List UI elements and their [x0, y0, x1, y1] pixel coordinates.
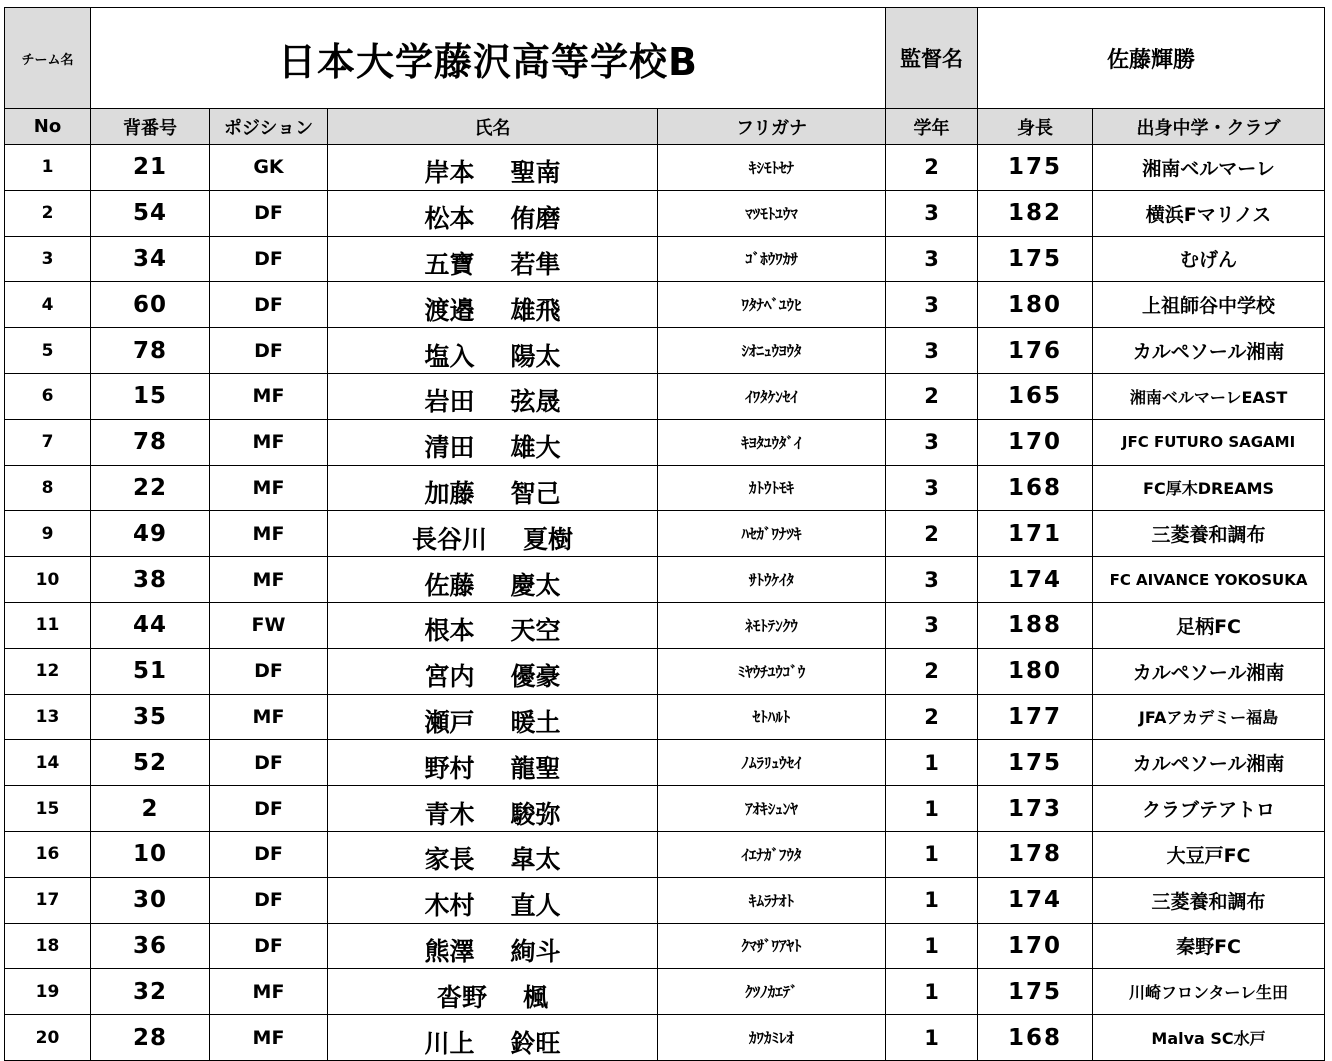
team-name: 日本大学藤沢高等学校B — [91, 8, 886, 109]
player-height: 174 — [978, 557, 1093, 603]
column-header-number: 背番号 — [91, 109, 210, 145]
player-height: 178 — [978, 831, 1093, 877]
player-given-name: 夏樹 — [523, 524, 574, 554]
player-height: 176 — [978, 328, 1093, 374]
player-grade: 2 — [886, 373, 978, 419]
player-given-name: 慶太 — [510, 570, 561, 600]
coach-name: 佐藤輝勝 — [978, 8, 1325, 109]
player-club: カルペソール湘南 — [1093, 648, 1325, 694]
player-family-name: 川上 — [424, 1028, 475, 1058]
team-header-row — [5, 8, 1325, 109]
column-header-position: ポジション — [210, 109, 328, 145]
player-height: 175 — [978, 740, 1093, 786]
player-family-name: 根本 — [424, 616, 475, 646]
player-height: 175 — [978, 969, 1093, 1015]
player-club: 足柄FC — [1093, 602, 1325, 648]
player-no: 4 — [5, 282, 91, 328]
player-name — [328, 145, 658, 191]
player-grade: 3 — [886, 282, 978, 328]
player-given-name: 優豪 — [510, 662, 561, 692]
player-height: 180 — [978, 648, 1093, 694]
table-row — [5, 831, 1325, 877]
player-no: 3 — [5, 236, 91, 282]
player-grade: 3 — [886, 465, 978, 511]
player-grade: 2 — [886, 511, 978, 557]
player-kana: ﾈﾓﾄﾃﾝｸｳ — [658, 602, 886, 648]
player-grade: 1 — [886, 877, 978, 923]
player-number: 38 — [91, 557, 210, 603]
player-kana: ｶﾄｳﾄﾓｷ — [658, 465, 886, 511]
player-name — [328, 373, 658, 419]
table-row — [5, 786, 1325, 832]
player-grade: 3 — [886, 602, 978, 648]
player-number: 49 — [91, 511, 210, 557]
player-given-name: 直人 — [510, 891, 561, 921]
player-given-name: 聖南 — [510, 158, 561, 188]
player-position: MF — [210, 1015, 328, 1061]
player-no: 6 — [5, 373, 91, 419]
player-grade: 3 — [886, 190, 978, 236]
player-grade: 2 — [886, 145, 978, 191]
player-name — [328, 236, 658, 282]
player-no: 12 — [5, 648, 91, 694]
player-grade: 1 — [886, 923, 978, 969]
table-row — [5, 145, 1325, 191]
player-family-name: 木村 — [424, 891, 475, 921]
player-given-name: 龍聖 — [510, 753, 561, 783]
player-club: 秦野FC — [1093, 923, 1325, 969]
player-no: 1 — [5, 145, 91, 191]
player-grade: 1 — [886, 740, 978, 786]
player-no: 15 — [5, 786, 91, 832]
player-grade: 2 — [886, 694, 978, 740]
player-family-name: 瀬戸 — [424, 707, 475, 737]
player-no: 14 — [5, 740, 91, 786]
player-height: 165 — [978, 373, 1093, 419]
player-given-name: 雄大 — [510, 433, 561, 463]
player-no: 11 — [5, 602, 91, 648]
player-club: 横浜Fマリノス — [1093, 190, 1325, 236]
player-family-name: 長谷川 — [411, 524, 487, 554]
player-height: 168 — [978, 465, 1093, 511]
player-position: DF — [210, 328, 328, 374]
player-number: 60 — [91, 282, 210, 328]
player-position: MF — [210, 557, 328, 603]
table-row — [5, 1015, 1325, 1061]
player-family-name: 加藤 — [424, 478, 475, 508]
player-kana: ﾉﾑﾗﾘｭｳｾｲ — [658, 740, 886, 786]
table-row — [5, 877, 1325, 923]
player-number: 44 — [91, 602, 210, 648]
player-no: 17 — [5, 877, 91, 923]
player-name — [328, 190, 658, 236]
player-given-name: 絢斗 — [510, 936, 561, 966]
player-family-name: 松本 — [424, 204, 475, 234]
player-position: MF — [210, 373, 328, 419]
player-grade: 1 — [886, 1015, 978, 1061]
player-position: DF — [210, 786, 328, 832]
player-given-name: 智己 — [510, 478, 561, 508]
player-kana: ｷﾑﾗﾅｵﾄ — [658, 877, 886, 923]
player-no: 20 — [5, 1015, 91, 1061]
player-number: 52 — [91, 740, 210, 786]
column-header-kana: フリガナ — [658, 109, 886, 145]
player-grade: 1 — [886, 969, 978, 1015]
player-height: 180 — [978, 282, 1093, 328]
table-row — [5, 694, 1325, 740]
column-header-club: 出身中学・クラブ — [1093, 109, 1325, 145]
table-row — [5, 740, 1325, 786]
table-row — [5, 602, 1325, 648]
player-club: FC厚木DREAMS — [1093, 465, 1325, 511]
player-family-name: 青木 — [424, 799, 475, 829]
player-name — [328, 602, 658, 648]
table-row — [5, 969, 1325, 1015]
player-height: 168 — [978, 1015, 1093, 1061]
player-family-name: 熊澤 — [424, 936, 475, 966]
table-row — [5, 236, 1325, 282]
player-name — [328, 831, 658, 877]
player-kana: ｷｼﾓﾄｾﾅ — [658, 145, 886, 191]
player-club: FC AIVANCE YOKOSUKA — [1093, 557, 1325, 603]
player-kana: ｼｵﾆｭｳﾖｳﾀ — [658, 328, 886, 374]
player-name — [328, 969, 658, 1015]
player-height: 170 — [978, 923, 1093, 969]
player-kana: ｷﾖﾀﾕｳﾀﾞｲ — [658, 419, 886, 465]
player-number: 51 — [91, 648, 210, 694]
player-kana: ﾏﾂﾓﾄﾕｳﾏ — [658, 190, 886, 236]
player-club: クラブテアトロ — [1093, 786, 1325, 832]
player-position: DF — [210, 236, 328, 282]
column-header-no: No — [5, 109, 91, 145]
player-kana: ﾐﾔｳﾁﾕｳｺﾞｳ — [658, 648, 886, 694]
player-height: 173 — [978, 786, 1093, 832]
player-kana: ﾊｾｶﾞﾜﾅﾂｷ — [658, 511, 886, 557]
player-number: 28 — [91, 1015, 210, 1061]
player-position: MF — [210, 694, 328, 740]
player-height: 175 — [978, 236, 1093, 282]
player-kana: ｱｵｷｼｭﾝﾔ — [658, 786, 886, 832]
player-name — [328, 465, 658, 511]
player-name — [328, 648, 658, 694]
player-given-name: 侑磨 — [510, 204, 561, 234]
player-club: むげん — [1093, 236, 1325, 282]
player-kana: ｸﾏｻﾞﾜｱﾔﾄ — [658, 923, 886, 969]
player-grade: 1 — [886, 786, 978, 832]
player-family-name: 宮内 — [424, 662, 475, 692]
player-family-name: 沓野 — [436, 982, 487, 1012]
player-number: 34 — [91, 236, 210, 282]
player-family-name: 渡邉 — [424, 295, 475, 325]
player-club: 三菱養和調布 — [1093, 511, 1325, 557]
player-number: 22 — [91, 465, 210, 511]
player-club: 上祖師谷中学校 — [1093, 282, 1325, 328]
player-given-name: 楓 — [523, 982, 549, 1012]
player-no: 8 — [5, 465, 91, 511]
table-row — [5, 282, 1325, 328]
player-position: DF — [210, 877, 328, 923]
player-given-name: 鈴旺 — [510, 1028, 561, 1058]
player-kana: ｲﾜﾀｹﾝｾｲ — [658, 373, 886, 419]
player-number: 15 — [91, 373, 210, 419]
player-given-name: 天空 — [510, 616, 561, 646]
player-family-name: 家長 — [424, 845, 475, 875]
player-position: DF — [210, 740, 328, 786]
player-position: DF — [210, 282, 328, 328]
player-given-name: 陽太 — [510, 341, 561, 371]
player-name — [328, 328, 658, 374]
player-number: 10 — [91, 831, 210, 877]
player-position: MF — [210, 511, 328, 557]
player-position: FW — [210, 602, 328, 648]
table-row — [5, 190, 1325, 236]
player-family-name: 岩田 — [424, 387, 475, 417]
player-family-name: 野村 — [424, 753, 475, 783]
column-header-name: 氏名 — [328, 109, 658, 145]
player-number: 2 — [91, 786, 210, 832]
roster-table — [4, 7, 1325, 1061]
player-number: 36 — [91, 923, 210, 969]
table-row — [5, 511, 1325, 557]
player-position: MF — [210, 419, 328, 465]
player-name — [328, 923, 658, 969]
player-club: JFC FUTURO SAGAMI — [1093, 419, 1325, 465]
player-club: 大豆戸FC — [1093, 831, 1325, 877]
player-height: 171 — [978, 511, 1093, 557]
player-given-name: 駿弥 — [510, 799, 561, 829]
player-club: 三菱養和調布 — [1093, 877, 1325, 923]
player-height: 170 — [978, 419, 1093, 465]
player-club: Malva SC水戸 — [1093, 1015, 1325, 1061]
player-no: 19 — [5, 969, 91, 1015]
player-number: 30 — [91, 877, 210, 923]
player-club: 湘南ベルマーレ — [1093, 145, 1325, 191]
player-family-name: 五寶 — [424, 249, 475, 279]
player-given-name: 暖土 — [510, 707, 561, 737]
player-kana: ｺﾞﾎｳﾜｶｻ — [658, 236, 886, 282]
coach-name-label: 監督名 — [886, 8, 978, 109]
player-name — [328, 511, 658, 557]
player-family-name: 清田 — [424, 433, 475, 463]
player-position: MF — [210, 969, 328, 1015]
player-family-name: 岸本 — [424, 158, 475, 188]
table-row — [5, 923, 1325, 969]
player-family-name: 佐藤 — [424, 570, 475, 600]
player-grade: 3 — [886, 557, 978, 603]
player-club: カルペソール湘南 — [1093, 740, 1325, 786]
player-position: DF — [210, 190, 328, 236]
column-header-height: 身長 — [978, 109, 1093, 145]
player-height: 174 — [978, 877, 1093, 923]
player-club: 川崎フロンターレ生田 — [1093, 969, 1325, 1015]
table-row — [5, 373, 1325, 419]
player-height: 177 — [978, 694, 1093, 740]
player-name — [328, 877, 658, 923]
team-name-label: チーム名 — [5, 8, 91, 109]
player-no: 9 — [5, 511, 91, 557]
player-club: カルペソール湘南 — [1093, 328, 1325, 374]
player-number: 21 — [91, 145, 210, 191]
player-given-name: 皐太 — [510, 845, 561, 875]
column-header-row — [5, 109, 1325, 145]
player-kana: ｸﾂﾉｶｴﾃﾞ — [658, 969, 886, 1015]
player-no: 10 — [5, 557, 91, 603]
player-grade: 3 — [886, 419, 978, 465]
table-row — [5, 419, 1325, 465]
player-given-name: 若隼 — [510, 249, 561, 279]
player-height: 188 — [978, 602, 1093, 648]
player-grade: 1 — [886, 831, 978, 877]
player-name — [328, 557, 658, 603]
player-family-name: 塩入 — [424, 341, 475, 371]
player-height: 175 — [978, 145, 1093, 191]
player-position: DF — [210, 648, 328, 694]
player-name — [328, 282, 658, 328]
player-grade: 2 — [886, 648, 978, 694]
player-number: 35 — [91, 694, 210, 740]
player-name — [328, 1015, 658, 1061]
column-header-grade: 学年 — [886, 109, 978, 145]
player-kana: ﾜﾀﾅﾍﾞﾕｳﾋ — [658, 282, 886, 328]
player-given-name: 雄飛 — [510, 295, 561, 325]
player-no: 13 — [5, 694, 91, 740]
player-kana: ｾﾄﾊﾙﾄ — [658, 694, 886, 740]
player-name — [328, 740, 658, 786]
player-club: 湘南ベルマーレEAST — [1093, 373, 1325, 419]
player-position: DF — [210, 831, 328, 877]
player-name — [328, 694, 658, 740]
table-row — [5, 465, 1325, 511]
player-club: JFAアカデミー福島 — [1093, 694, 1325, 740]
player-grade: 3 — [886, 328, 978, 374]
player-position: GK — [210, 145, 328, 191]
player-kana: ｶﾜｶﾐﾚｵ — [658, 1015, 886, 1061]
player-number: 78 — [91, 419, 210, 465]
player-position: DF — [210, 923, 328, 969]
player-no: 7 — [5, 419, 91, 465]
player-kana: ｻﾄｳｹｲﾀ — [658, 557, 886, 603]
player-number: 32 — [91, 969, 210, 1015]
player-kana: ｲｴﾅｶﾞﾌｳﾀ — [658, 831, 886, 877]
player-no: 2 — [5, 190, 91, 236]
player-name — [328, 786, 658, 832]
table-row — [5, 648, 1325, 694]
player-number: 54 — [91, 190, 210, 236]
player-no: 5 — [5, 328, 91, 374]
player-position: MF — [210, 465, 328, 511]
player-no: 18 — [5, 923, 91, 969]
player-given-name: 弦晟 — [510, 387, 561, 417]
player-number: 78 — [91, 328, 210, 374]
table-row — [5, 328, 1325, 374]
player-no: 16 — [5, 831, 91, 877]
player-name — [328, 419, 658, 465]
table-row — [5, 557, 1325, 603]
player-height: 182 — [978, 190, 1093, 236]
player-grade: 3 — [886, 236, 978, 282]
